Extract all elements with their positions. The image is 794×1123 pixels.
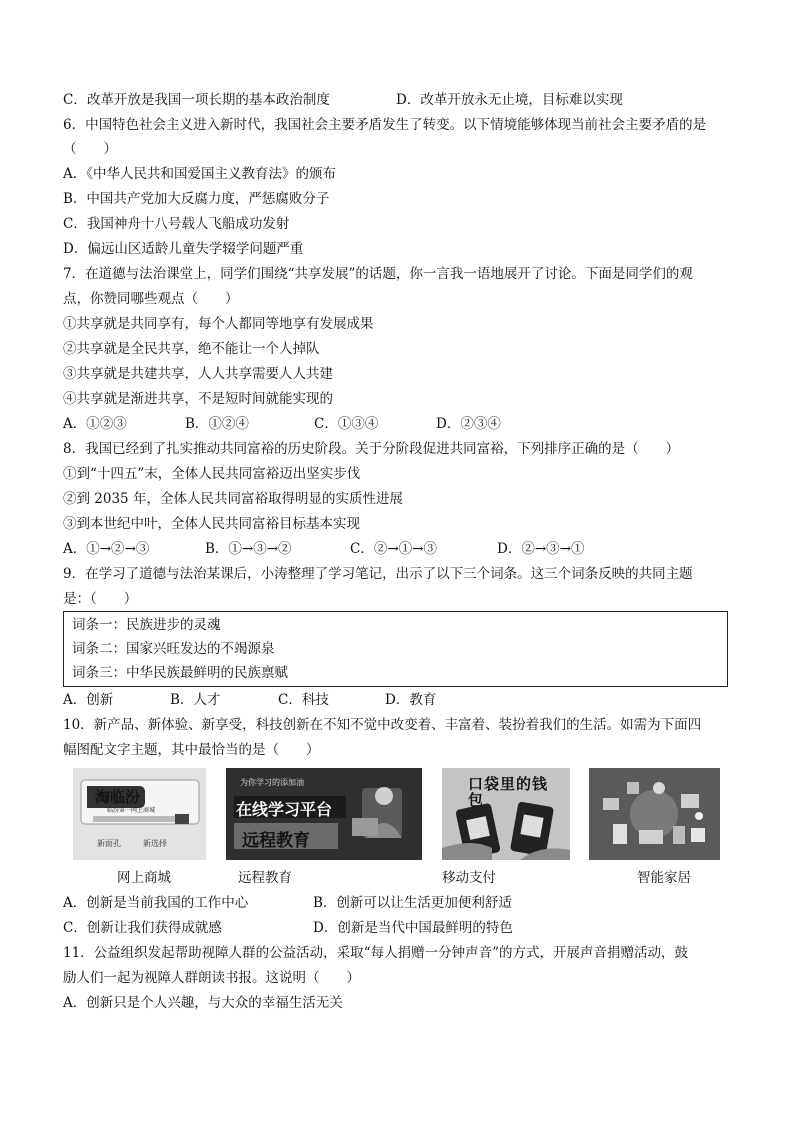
caption-remote-education: 远程教育 <box>238 870 292 886</box>
q9-option-a: A．创新 <box>63 692 114 708</box>
q9-option-c: C．科技 <box>278 692 329 708</box>
online-mall-slogan-2: 新选择 <box>143 839 167 848</box>
q9-stem: 9．在学习了道德与法治某课后，小涛整理了学习笔记，出示了以下三个词条。这三个词条反映的共同主题 <box>63 566 693 582</box>
q9-entry-2: 词条二：国家兴旺发达的不竭源泉 <box>72 641 275 657</box>
q5-option-c: C．改革开放是我国一项长期的基本政治制度 <box>63 92 330 108</box>
q8-stem: 8．我国已经到了扎实推动共同富裕的历史阶段。关于分阶段促进共同富裕，下列排序正确的是（ ） <box>63 441 680 457</box>
q7-stem: 7．在道德与法治课堂上，同学们围绕“共享发展”的话题，你一言我一语地展开了讨论。下面是同学们的观 <box>63 266 693 282</box>
mobile-payment-image <box>442 768 570 860</box>
caption-mobile-payment: 移动支付 <box>442 870 496 886</box>
q9-option-b: B．人才 <box>170 692 221 708</box>
q7-option-d: D．②③④ <box>436 416 501 432</box>
q8-statement-2: ②到 2035 年，全体人民共同富裕取得明显的实质性进展 <box>63 491 403 507</box>
q10-stem-cont: 幅图配文字主题，其中最恰当的是（ ） <box>63 742 320 758</box>
smart-home-illustration <box>589 768 720 860</box>
q7-option-b: B．①②④ <box>185 416 249 432</box>
q8-option-b: B．①→③→② <box>205 541 292 557</box>
q8-option-a: A．①→②→③ <box>63 541 150 557</box>
q6-stem: 6．中国特色社会主义进入新时代，我国社会主要矛盾发生了转变。以下情境能够体现当前社会主要矛盾的是 <box>63 117 707 133</box>
q9-option-d: D．教育 <box>385 692 437 708</box>
q5-option-d: D．改革开放永无止境，目标难以实现 <box>396 92 623 108</box>
q7-statement-2: ②共享就是全民共享，绝不能让一个人掉队 <box>63 341 320 357</box>
q10-option-b: B．创新可以让生活更加便利舒适 <box>313 895 512 911</box>
online-mall-subtitle: 临汾第一网上商城 <box>107 807 156 814</box>
caption-online-mall: 网上商城 <box>117 870 171 886</box>
q7-statement-3: ③共享就是共建共享，人人共享需要人人共建 <box>63 366 333 382</box>
remote-education-banner-2: 远程教育 <box>242 831 310 851</box>
remote-education-image <box>226 768 422 860</box>
online-mall-illustration <box>73 768 206 860</box>
q6-stem-blank: （ ） <box>63 141 117 157</box>
q10-option-d: D．创新是当代中国最鲜明的特色 <box>313 920 513 936</box>
q9-entry-box <box>63 611 728 687</box>
q11-stem-cont: 励人们一起为视障人群朗读书报。这说明（ ） <box>63 970 360 986</box>
q9-stem-cont: 是：（ ） <box>63 591 138 607</box>
caption-smart-home: 智能家居 <box>637 870 691 886</box>
q11-option-a: A．创新只是个人兴趣，与大众的幸福生活无关 <box>63 995 343 1011</box>
q6-option-a: A．《中华人民共和国爱国主义教育法》的颁布 <box>63 166 336 182</box>
q8-statement-1: ①到“十四五”末，全体人民共同富裕迈出坚实步伐 <box>63 466 361 482</box>
q10-stem: 10．新产品、新体验、新享受，科技创新在不知不觉中改变着、丰富着、装扮着我们的生活。如需为下面四 <box>63 717 702 733</box>
q7-stem-cont: 点，你赞同哪些观点（ ） <box>63 291 239 307</box>
q11-stem: 11．公益组织发起帮助视障人群的公益活动，采取“每人捐赠一分钟声音”的方式，开展声音捐赠活动，鼓 <box>63 945 688 961</box>
q9-entry-3: 词条三：中华民族最鲜明的民族禀赋 <box>72 665 288 681</box>
online-mall-image <box>73 768 206 860</box>
online-mall-slogan-1: 新面孔 <box>97 839 121 848</box>
online-mall-logo-text: 淘临汾 <box>95 788 141 806</box>
q7-option-a: A．①②③ <box>63 416 127 432</box>
q6-option-b: B．中国共产党加大反腐力度，严惩腐败分子 <box>63 191 330 207</box>
remote-education-banner-1: 在线学习平台 <box>236 800 333 819</box>
q7-statement-4: ④共享就是渐进共享，不是短时间就能实现的 <box>63 391 333 407</box>
q7-option-c: C．①③④ <box>314 416 379 432</box>
smart-home-image <box>589 768 720 860</box>
q6-option-c: C．我国神舟十八号载人飞船成功发射 <box>63 216 290 232</box>
q8-statement-3: ③到本世纪中叶，全体人民共同富裕目标基本实现 <box>63 516 360 532</box>
q6-option-d: D．偏远山区适龄儿童失学辍学问题严重 <box>63 241 304 257</box>
q10-option-c: C．创新让我们获得成就感 <box>63 920 222 936</box>
q8-option-c: C．②→①→③ <box>350 541 437 557</box>
q7-statement-1: ①共享就是共同享有，每个人都同等地享有发展成果 <box>63 316 374 332</box>
remote-education-top-text: 为你学习的添加油 <box>240 778 304 787</box>
q9-entry-1: 词条一：民族进步的灵魂 <box>72 617 221 633</box>
mobile-payment-text: 口袋里的钱包 <box>468 775 549 809</box>
q8-option-d: D．②→③→① <box>497 541 585 557</box>
q10-option-a: A．创新是当前我国的工作中心 <box>63 895 249 911</box>
